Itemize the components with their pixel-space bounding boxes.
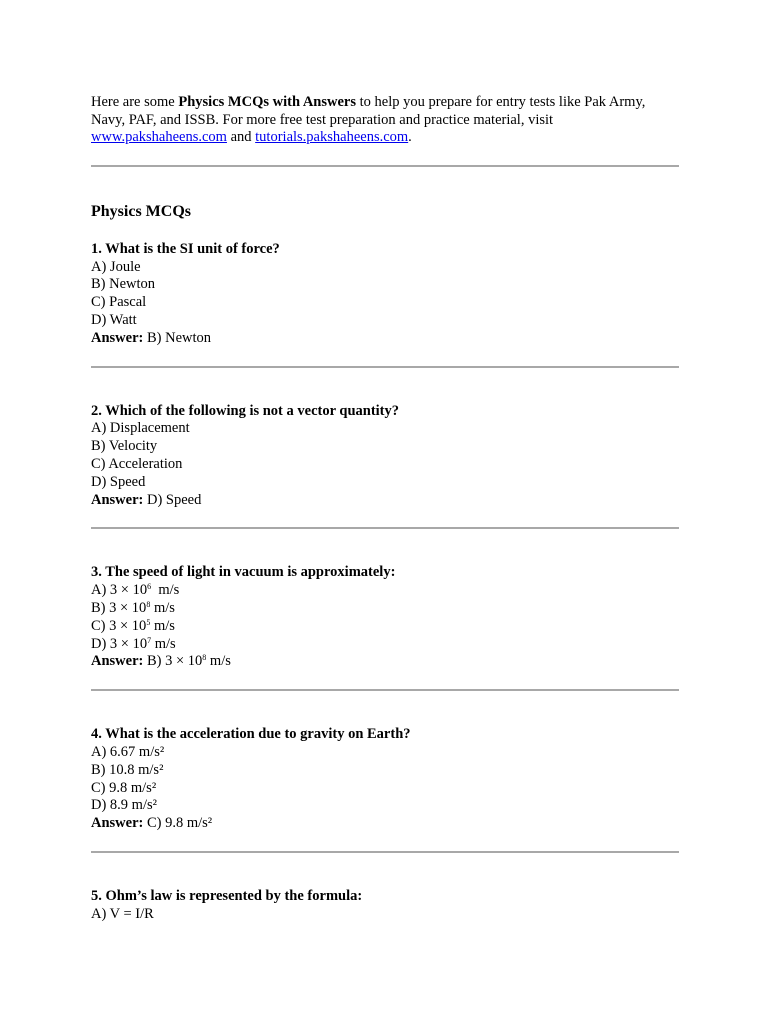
option-exponent: 5 (146, 617, 151, 627)
answer-label: Answer: (91, 653, 144, 670)
option-base: C) 3 × 10 (91, 617, 147, 634)
answer-label: Answer: (91, 815, 144, 832)
pakshaheens-link[interactable]: www.pakshaheens.com (91, 129, 227, 146)
question-title: 2. Which of the following is not a vector quantity? (91, 402, 400, 419)
answer-base: B) 3 × 10 (146, 653, 203, 670)
question-option: D) Speed (91, 473, 146, 490)
intro-bold-phrase: Physics MCQs with Answers (178, 94, 356, 110)
answer-value: C) 9.8 m/s² (146, 815, 213, 832)
question-option: A) Displacement (91, 420, 190, 437)
answer-line (91, 330, 679, 348)
answer-value: D) Speed (146, 491, 202, 508)
questions-list (91, 222, 679, 924)
question-title: 4. What is the acceleration due to gravity on Earth? (91, 726, 411, 743)
answer-line (91, 653, 679, 671)
question-title: 5. Ohm’s law is represented by the formula: (91, 887, 363, 904)
option-unit: m/s (151, 582, 180, 599)
intro-prefix: Here are some (91, 94, 179, 110)
option-base: D) 3 × 10 (91, 635, 148, 652)
section-title: Physics MCQs (91, 202, 191, 220)
question-option: D) 8.9 m/s² (91, 797, 157, 814)
option-base: B) 3 × 10 (91, 599, 147, 616)
mcq-question-4 (91, 691, 679, 833)
question-option: C) Pascal (91, 294, 147, 311)
tutorials-link[interactable]: tutorials.pakshaheens.com (255, 129, 409, 146)
answer-value: B) Newton (146, 329, 212, 346)
option-exponent: 7 (147, 635, 152, 645)
mcq-question-3 (91, 529, 679, 671)
question-option: C) 9.8 m/s² (91, 779, 157, 796)
question-option: B) Velocity (91, 438, 158, 455)
option-exponent: 6 (147, 582, 152, 592)
question-option (91, 582, 679, 600)
option-unit: m/s (150, 599, 175, 616)
answer-label: Answer: (91, 329, 144, 346)
option-unit: m/s (151, 635, 176, 652)
question-option: B) Newton (91, 276, 156, 293)
question-option (91, 636, 679, 654)
mcq-question-5 (91, 853, 679, 924)
answer-exponent: 8 (202, 653, 207, 663)
option-exponent: 8 (146, 599, 151, 609)
option-unit: m/s (150, 617, 175, 634)
answer-unit: m/s (206, 653, 231, 670)
document-content (91, 94, 679, 924)
question-option: D) Watt (91, 311, 137, 328)
answer-line (91, 492, 679, 510)
intro-paragraph (91, 94, 679, 147)
answer-line (91, 815, 679, 833)
question-option (91, 600, 679, 618)
question-option (91, 618, 679, 636)
question-option: B) 10.8 m/s² (91, 761, 164, 778)
question-title: 1. What is the SI unit of force? (91, 240, 280, 257)
answer-label: Answer: (91, 491, 144, 508)
intro-middle: to help you prepare for entry tests like Pak Army, Navy, PAF, and ISSB. For more free test preparation and practice material, visit (91, 94, 646, 128)
question-option: A) Joule (91, 258, 141, 275)
question-option: A) V = I/R (91, 905, 154, 922)
mcq-question-1 (91, 222, 679, 348)
option-base: A) 3 × 10 (91, 582, 148, 599)
mcq-question-2 (91, 368, 679, 510)
question-option: A) 6.67 m/s² (91, 743, 165, 760)
intro-suffix: . (408, 129, 412, 146)
question-option: C) Acceleration (91, 455, 183, 472)
intro-conjunction: and (226, 129, 256, 146)
question-title: 3. The speed of light in vacuum is approximately: (91, 564, 396, 581)
